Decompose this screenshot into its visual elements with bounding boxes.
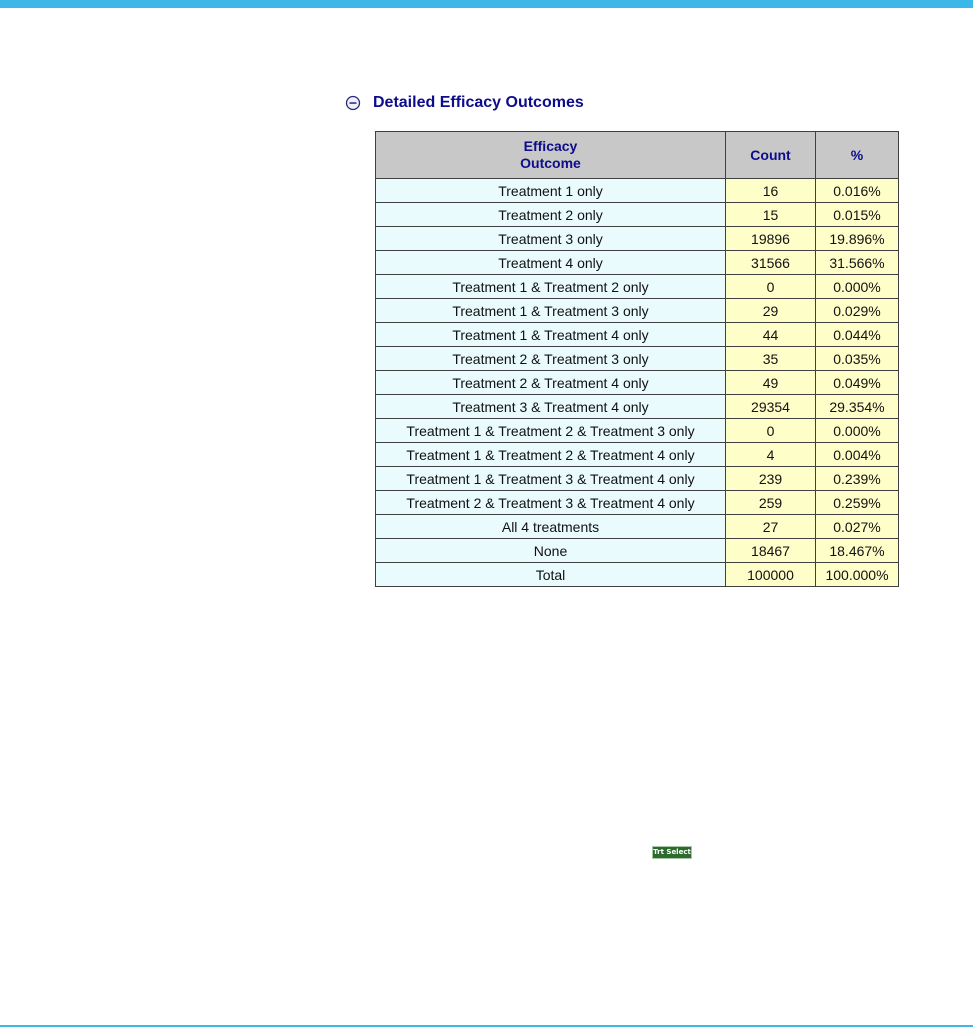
bottom-divider bbox=[0, 1025, 973, 1027]
table-row bbox=[376, 539, 899, 563]
percent-cell: 0.000% bbox=[816, 419, 899, 443]
percent-cell: 0.029% bbox=[816, 299, 899, 323]
count-cell: 35 bbox=[726, 347, 816, 371]
table-row bbox=[376, 227, 899, 251]
count-cell: 49 bbox=[726, 371, 816, 395]
outcome-cell: Treatment 2 only bbox=[376, 203, 726, 227]
outcome-cell: None bbox=[376, 539, 726, 563]
outcome-cell: Treatment 3 only bbox=[376, 227, 726, 251]
outcome-cell: All 4 treatments bbox=[376, 515, 726, 539]
section-header bbox=[345, 93, 584, 113]
percent-cell: 0.000% bbox=[816, 275, 899, 299]
outcome-cell: Treatment 1 & Treatment 2 only bbox=[376, 275, 726, 299]
table-row bbox=[376, 299, 899, 323]
count-cell: 259 bbox=[726, 491, 816, 515]
count-cell: 18467 bbox=[726, 539, 816, 563]
count-cell: 29 bbox=[726, 299, 816, 323]
table-row bbox=[376, 371, 899, 395]
header-count: Count bbox=[726, 132, 816, 179]
percent-cell: 29.354% bbox=[816, 395, 899, 419]
table-row bbox=[376, 419, 899, 443]
header-percent: % bbox=[816, 132, 899, 179]
table-row bbox=[376, 443, 899, 467]
section-title: Detailed Efficacy Outcomes bbox=[373, 94, 584, 111]
outcome-cell: Total bbox=[376, 563, 726, 587]
outcome-cell: Treatment 2 & Treatment 4 only bbox=[376, 371, 726, 395]
count-cell: 4 bbox=[726, 443, 816, 467]
header-outcome-line1: Efficacy bbox=[523, 138, 578, 154]
table-header-row bbox=[376, 132, 899, 179]
outcome-cell: Treatment 2 & Treatment 3 only bbox=[376, 347, 726, 371]
count-cell: 29354 bbox=[726, 395, 816, 419]
percent-cell: 0.259% bbox=[816, 491, 899, 515]
outcome-cell: Treatment 1 only bbox=[376, 179, 726, 203]
outcome-cell: Treatment 2 & Treatment 3 & Treatment 4 only bbox=[376, 491, 726, 515]
count-cell: 0 bbox=[726, 275, 816, 299]
outcome-cell: Treatment 1 & Treatment 3 only bbox=[376, 299, 726, 323]
percent-cell: 0.035% bbox=[816, 347, 899, 371]
table-row bbox=[376, 347, 899, 371]
count-cell: 239 bbox=[726, 467, 816, 491]
percent-cell: 100.000% bbox=[816, 563, 899, 587]
table-row bbox=[376, 467, 899, 491]
table-row bbox=[376, 275, 899, 299]
outcome-cell: Treatment 1 & Treatment 2 & Treatment 3 only bbox=[376, 419, 726, 443]
percent-cell: 19.896% bbox=[816, 227, 899, 251]
percent-cell: 0.049% bbox=[816, 371, 899, 395]
percent-cell: 0.239% bbox=[816, 467, 899, 491]
percent-cell: 18.467% bbox=[816, 539, 899, 563]
trt-select-button[interactable]: Trt Select bbox=[652, 846, 692, 859]
top-accent-bar bbox=[0, 0, 973, 8]
count-cell: 16 bbox=[726, 179, 816, 203]
table-row bbox=[376, 203, 899, 227]
count-cell: 19896 bbox=[726, 227, 816, 251]
outcome-cell: Treatment 1 & Treatment 4 only bbox=[376, 323, 726, 347]
table-row bbox=[376, 251, 899, 275]
table-row bbox=[376, 323, 899, 347]
outcome-cell: Treatment 4 only bbox=[376, 251, 726, 275]
count-cell: 15 bbox=[726, 203, 816, 227]
percent-cell: 0.044% bbox=[816, 323, 899, 347]
count-cell: 27 bbox=[726, 515, 816, 539]
table-row bbox=[376, 563, 899, 587]
header-outcome-line2: Outcome bbox=[520, 155, 581, 171]
count-cell: 0 bbox=[726, 419, 816, 443]
percent-cell: 31.566% bbox=[816, 251, 899, 275]
table-row bbox=[376, 491, 899, 515]
table-row bbox=[376, 179, 899, 203]
outcome-cell: Treatment 1 & Treatment 2 & Treatment 4 only bbox=[376, 443, 726, 467]
percent-cell: 0.016% bbox=[816, 179, 899, 203]
outcome-cell: Treatment 1 & Treatment 3 & Treatment 4 only bbox=[376, 467, 726, 491]
percent-cell: 0.004% bbox=[816, 443, 899, 467]
efficacy-outcomes-table bbox=[375, 131, 899, 587]
table-row bbox=[376, 395, 899, 419]
percent-cell: 0.015% bbox=[816, 203, 899, 227]
header-efficacy-outcome bbox=[376, 132, 726, 179]
count-cell: 44 bbox=[726, 323, 816, 347]
table-row bbox=[376, 515, 899, 539]
count-cell: 100000 bbox=[726, 563, 816, 587]
percent-cell: 0.027% bbox=[816, 515, 899, 539]
collapse-minus-icon[interactable] bbox=[345, 95, 361, 111]
count-cell: 31566 bbox=[726, 251, 816, 275]
outcome-cell: Treatment 3 & Treatment 4 only bbox=[376, 395, 726, 419]
